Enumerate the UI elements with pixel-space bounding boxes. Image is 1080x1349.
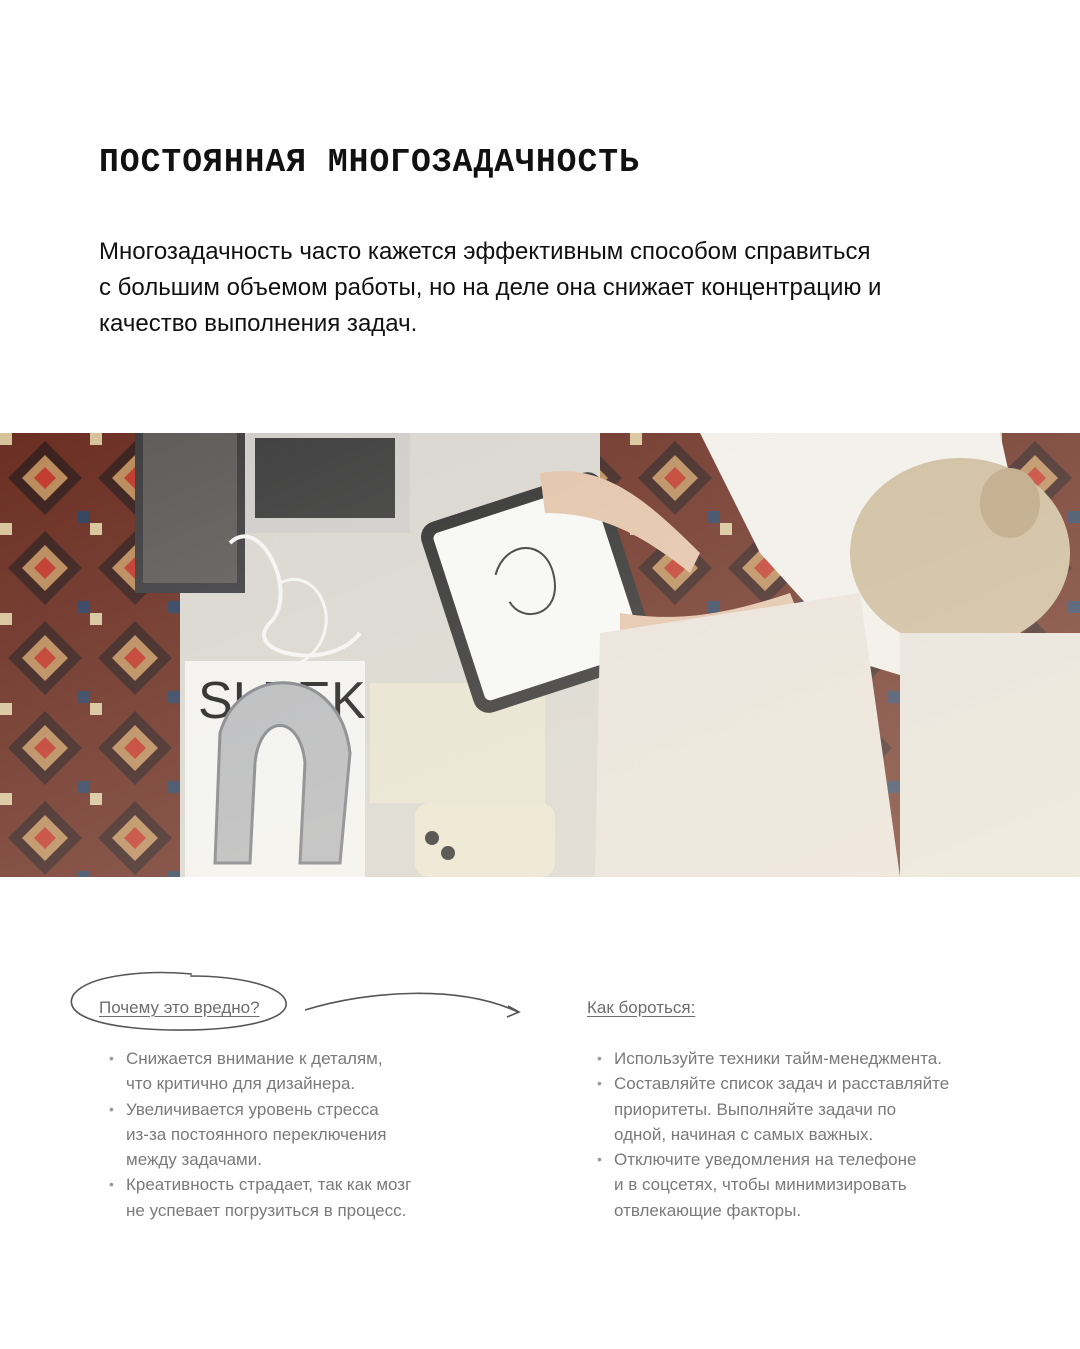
fight-section bbox=[587, 998, 1027, 1223]
intro-line: качество выполнения задач. bbox=[99, 310, 418, 337]
fight-heading: Как бороться: bbox=[587, 998, 696, 1017]
list-item-line: и в соцсетях, чтобы минимизировать bbox=[614, 1175, 907, 1195]
list-item-line: • Креативность страдает, так как мозг bbox=[126, 1175, 412, 1195]
harm-list bbox=[99, 1046, 539, 1223]
list-item-line: не успевает погрузиться в процесс. bbox=[126, 1200, 407, 1220]
list-item bbox=[99, 1172, 539, 1223]
list-item-line: • Составляйте список задач и расставляйте bbox=[614, 1074, 950, 1094]
list-item bbox=[587, 1147, 1027, 1223]
harm-section bbox=[99, 998, 539, 1223]
workspace-photo bbox=[0, 433, 1080, 877]
page-title: ПОСТОЯННАЯ МНОГОЗАДАЧНОСТЬ bbox=[99, 144, 640, 181]
intro-line: с большим объемом работы, но на деле она снижает концентрацию и bbox=[99, 274, 882, 301]
list-item-line: • Снижается внимание к деталям, bbox=[126, 1049, 383, 1068]
list-item-line: • Используйте техники тайм-менеджмента. bbox=[614, 1049, 942, 1068]
list-item-line: что критично для дизайнера. bbox=[126, 1074, 356, 1094]
intro-line: Многозадачность часто кажется эффективным способом справиться bbox=[99, 238, 871, 265]
list-item-line: из-за постоянного переключения bbox=[126, 1124, 387, 1144]
list-item bbox=[587, 1046, 1027, 1071]
list-item bbox=[99, 1097, 539, 1173]
list-item-line: между задачами. bbox=[126, 1150, 262, 1170]
intro-paragraph bbox=[99, 234, 999, 342]
list-item-line: одной, начиная с самых важных. bbox=[614, 1124, 874, 1144]
list-item bbox=[587, 1071, 1027, 1147]
list-item bbox=[99, 1046, 539, 1097]
fight-list bbox=[587, 1046, 1027, 1223]
list-item-line: приоритеты. Выполняйте задачи по bbox=[614, 1099, 897, 1119]
list-item-line: • Отключите уведомления на телефоне bbox=[614, 1150, 917, 1170]
list-item-line: • Увеличивается уровень стресса bbox=[126, 1099, 379, 1119]
harm-heading: Почему это вредно? bbox=[99, 998, 260, 1017]
list-item-line: отвлекающие факторы. bbox=[614, 1200, 802, 1220]
